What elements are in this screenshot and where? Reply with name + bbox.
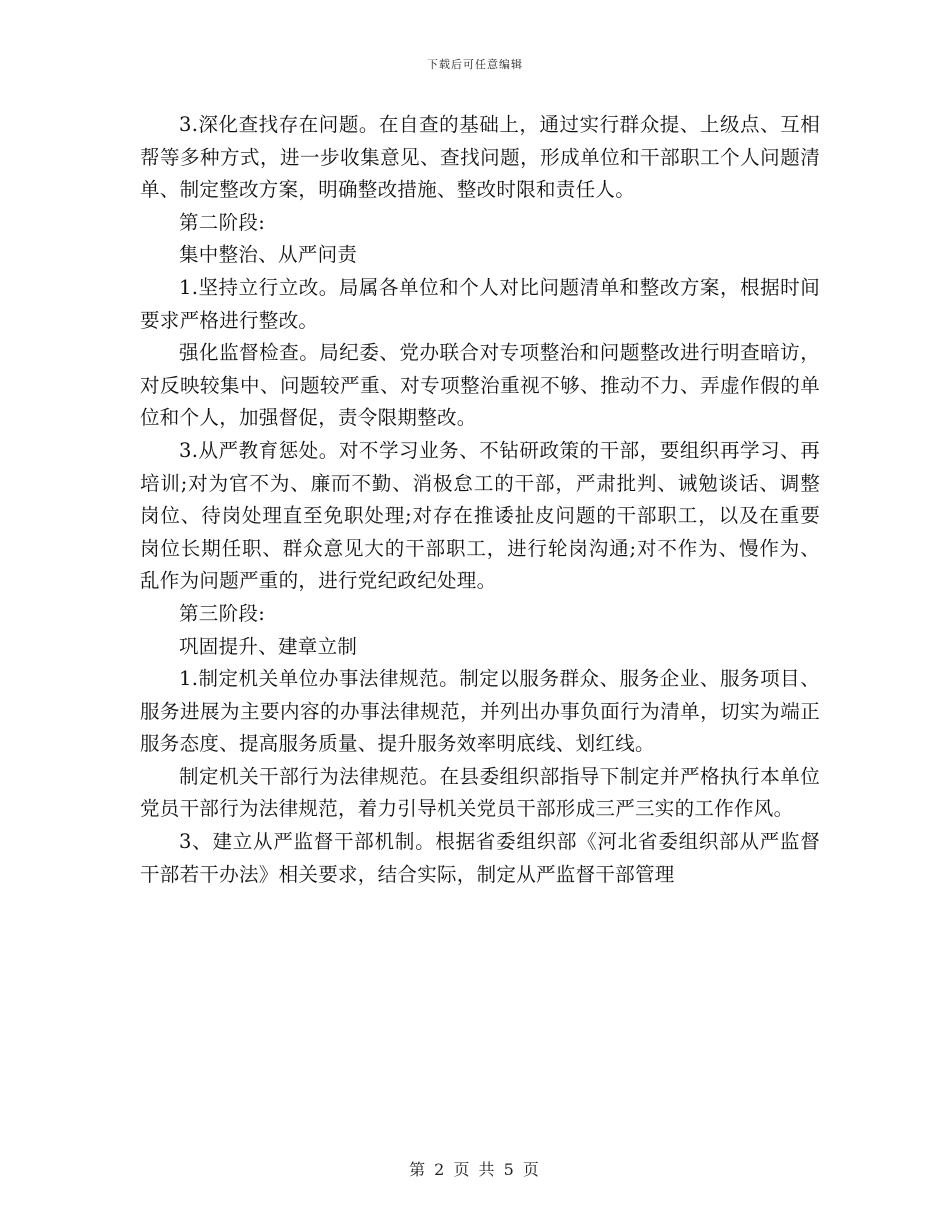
section-subheading: 巩固提升、建章立制 (179, 634, 358, 658)
paragraph: 制定机关干部行为法律规范。在县委组织部指导下制定并严格执行本单位党员干部行为法律规范，着力引导机关党员干部形成三严三实的工作作风。 (140, 764, 820, 821)
paragraph: 1.坚持立行立改。局属各单位和个人对比问题清单和整改方案，根据时间要求严格进行整改。 (140, 275, 820, 332)
page-number-footer: 第 2 页 共 5 页 (409, 1160, 541, 1179)
section-heading: 第二阶段: (179, 210, 266, 234)
section-heading: 第三阶段: (179, 601, 266, 625)
paragraph: 3.深化查找存在问题。在自查的基础上，通过实行群众提、上级点、互相帮等多种方式，进一步收集意见、查找问题，形成单位和干部职工个人问题清单、制定整改方案，明确整改措施、整改时限和责任人。 (140, 113, 820, 202)
paragraph: 3、建立从严监督干部机制。根据省委组织部《河北省委组织部从严监督干部若干办法》相关要求，结合实际，制定从严监督干部管理 (140, 830, 820, 886)
paragraph: 1.制定机关单位办事法律规范。制定以服务群众、服务企业、服务项目、服务进展为主要内容的办事法律规范，并列出办事负面行为清单，切实为端正服务态度、提高服务质量、提升服务效率明底线、划红线。 (140, 667, 820, 756)
paragraph: 强化监督检查。局纪委、党办联合对专项整治和问题整改进行明查暗访，对反映较集中、问题较严重、对专项整治重视不够、推动不力、弄虚作假的单位和个人，加强督促，责令限期整改。 (140, 341, 820, 430)
paragraph: 3.从严教育惩处。对不学习业务、不钻研政策的干部，要组织再学习、再培训;对为官不为、廉而不勤、消极怠工的干部，严肃批判、诫勉谈话、调整岗位、待岗处理直至免职处理;对存在推诿扯皮问题的干部职工，以及在重要岗位长期任职、群众意见大的干部职工，进行轮岗沟通;对不作为、慢作为、乱作为问题严重的，进行党纪政纪处理。 (140, 438, 820, 593)
page-header-note: 下载后可任意编辑 (427, 58, 523, 71)
document-body (140, 109, 820, 891)
section-subheading: 集中整治、从严问责 (179, 243, 358, 267)
